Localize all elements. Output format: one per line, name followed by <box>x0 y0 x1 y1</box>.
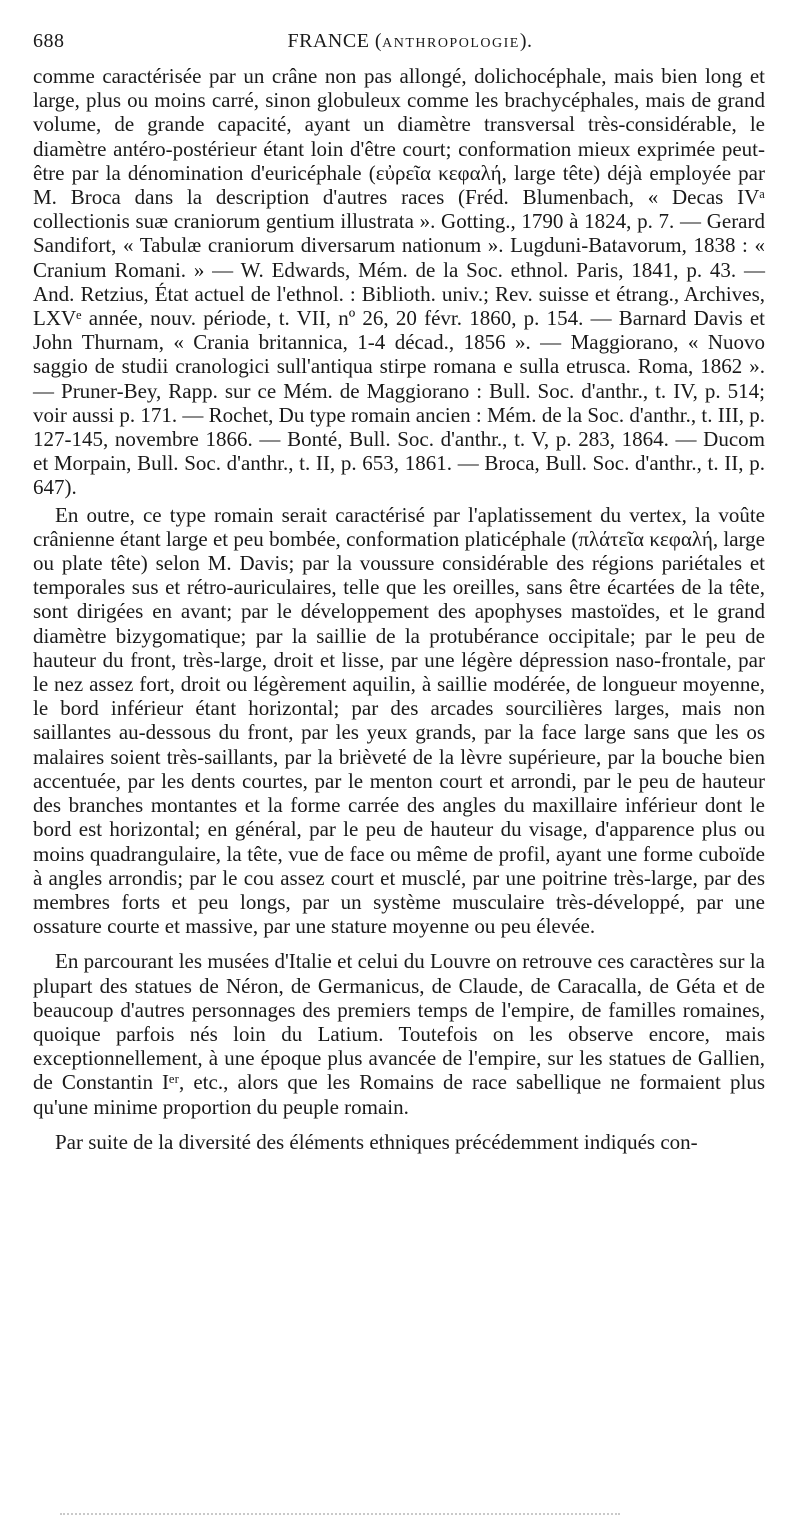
page-header <box>33 30 767 60</box>
page-number: 688 <box>33 30 65 52</box>
paragraph-diversity: Par suite de la diversité des éléments ethniques précédemment indiqués con- <box>55 1129 698 1154</box>
paragraph-roman-type: En outre, ce type romain serait caractérisé par l'aplatissement du vertex, la voûte crânienne étant large et peu bombée, conformation platicéphale (πλάτεῖα κεφαλή, large ou plate tête) selon M. Davis; par la voussure considérable des régions pariétales et temporales sus et rétro-auriculaires, telle que les oreilles, sans être écartées de la tête, sont dirigées en avant; par le développement des apophyses mastoïdes, et le grand diamètre bizygomatique; par la saillie de la protubérance occipitale; par le peu de hauteur du front, très-large, droit et lisse, par une légère dépression naso-frontale, par le nez assez fort, droit ou légèrement aquilin, à saillie modérée, de longueur moyenne, le bord inférieur étant horizontal; par des arcades sourcilières larges, mais non saillantes au-dessous du front, par les yeux grands, par la face large sans que les os malaires soient très-saillants, par la brièveté de la lèvre supérieure, par la bouche bien accentuée, par les dents courtes, par le menton court et arrondi, par le peu de hauteur des branches montantes et la forme carrée des angles du maxillaire inférieur dont le bord est horizontal; en général, par le peu de hauteur du visage, d'apparence plus ou moins quadrangulaire, la tête, vue de face ou même de profil, ayant une forme cuboïde à angles arrondis; par le cou assez court et musclé, par une poitrine très-large, par des membres forts et peu longs, par un système musculaire très-développé, par une ossature courte et massive, par une stature moyenne ou peu élevée. <box>33 502 765 939</box>
body-text <box>33 64 765 1154</box>
paragraph-museums: En parcourant les musées d'Italie et celui du Louvre on retrouve ces caractères sur la plupart des statues de Néron, de Germanicus, de Claude, de Caracalla, de Géta et de beaucoup d'autres personnages des premiers temps de l'empire, de familles romaines, quoique parfois nés loin du Latium. Toutefois on les observe encore, mais exceptionnellement, à une époque plus avancée de l'empire, sur les statues de Gallien, de Constantin Iᵉʳ, etc., alors que les Romains de race sabellique ne formaient plus qu'une minime proportion du peuple romain. <box>33 949 765 1119</box>
running-title-subject: ANTHROPOLOGIE <box>382 36 520 51</box>
scan-artifact-line <box>60 1513 620 1517</box>
paragraph-continued: comme caractérisée par un crâne non pas allongé, dolichocéphale, mais bien long et large, plus ou moins carré, sinon globuleux comme les brachycéphales, mais de grand volume, de grande capacité, ayant un diamètre transversal très-considérable, le diamètre antéro-postérieur étant loin d'être court; conformation mieux exprimée peut-être par la dénomination d'euricéphale (εὐρεῖα κεφαλή, large tête) déjà employée par M. Broca dans la description d'autres races (Fréd. Blumenbach, « Decas IVᵃ collectionis suæ craniorum gentium illustrata ». Gotting., 1790 à 1824, p. 7. — Gerard Sandifort, « Tabulæ craniorum diversarum nationum ». Lugduni-Batavorum, 1838 : « Cranium Romani. » — W. Edwards, Mém. de la Soc. ethnol. Paris, 1841, p. 43. — And. Retzius, État actuel de l'ethnol. : Biblioth. univ.; Rev. suisse et étrang., Archives, LXVᵉ année, nouv. période, t. VII, nº 26, 20 févr. 1860, p. 154. — Barnard Davis et John Thurnam, « Crania britannica, 1-4 décad., 1856 ». — Maggiorano, « Nuovo saggio de studii cranologici sull'antiqua stirpe romana e sulla etrusca. Roma, 1862 ». — Pruner-Bey, Rapp. sur ce Mém. de Maggiorano : Bull. Soc. d'anthr., t. IV, p. 514; voir aussi p. 171. — Rochet, Du type romain ancien : Mém. de la Soc. d'anthr., t. III, p. 127-145, novembre 1866. — Bonté, Bull. Soc. d'anthr., t. V, p. 283, 1864. — Ducom et Morpain, Bull. Soc. d'anthr., t. II, p. 653, 1861. — Broca, Bull. Soc. d'anthr., t. II, p. 647). <box>33 64 765 500</box>
running-title <box>33 30 767 53</box>
running-title-main: FRANCE ( <box>287 30 383 52</box>
running-title-close: ). <box>519 30 533 52</box>
